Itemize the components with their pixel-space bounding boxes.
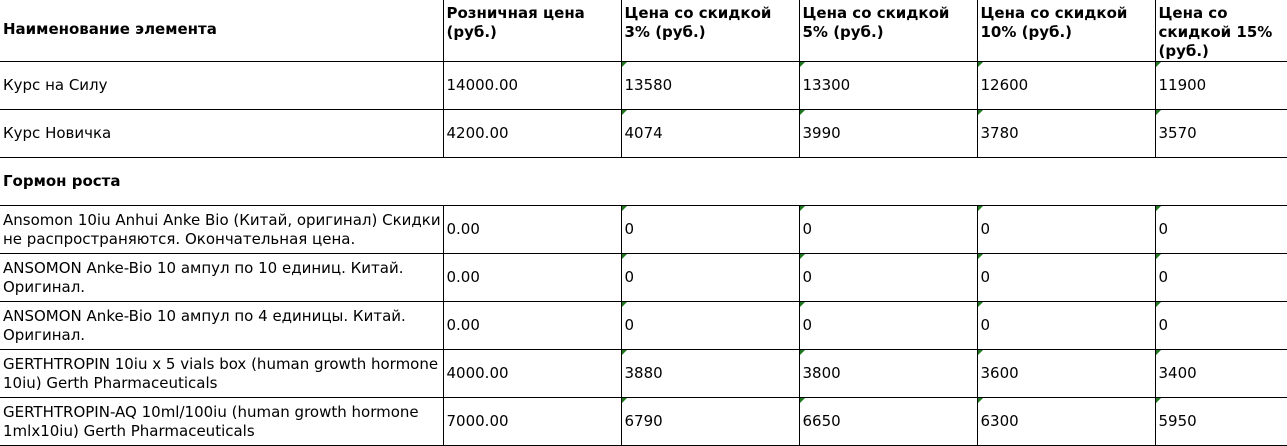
price-10: 0 — [977, 254, 1155, 302]
price-5: 3990 — [799, 110, 977, 158]
retail-price: 4200.00 — [443, 110, 621, 158]
price-3: 0 — [621, 302, 799, 350]
table-row — [0, 398, 1287, 446]
price-10: 6300 — [977, 398, 1155, 446]
price-15: 0 — [1155, 302, 1287, 350]
header-row — [0, 0, 1287, 62]
price-5: 6650 — [799, 398, 977, 446]
header-discount-15: Цена со скидкой 15% (руб.) — [1155, 0, 1287, 62]
price-10: 3600 — [977, 350, 1155, 398]
price-15: 3570 — [1155, 110, 1287, 158]
table-row — [0, 302, 1287, 350]
header-discount-3: Цена со скидкой 3% (руб.) — [621, 0, 799, 62]
retail-price: 7000.00 — [443, 398, 621, 446]
price-3: 6790 — [621, 398, 799, 446]
item-name: ANSOMON Anke-Bio 10 ампул по 4 единицы. Китай. Оригинал. — [0, 302, 443, 350]
price-3: 0 — [621, 206, 799, 254]
section-row — [0, 158, 1287, 206]
retail-price: 14000.00 — [443, 62, 621, 110]
retail-price: 4000.00 — [443, 350, 621, 398]
item-name: ANSOMON Anke-Bio 10 ампул по 10 единиц. Китай. Оригинал. — [0, 254, 443, 302]
header-name: Наименование элемента — [0, 0, 443, 62]
item-name: Ansomon 10iu Anhui Anke Bio (Китай, оригинал) Скидки не распространяются. Окончательная цена. — [0, 206, 443, 254]
price-5: 0 — [799, 302, 977, 350]
table-row — [0, 110, 1287, 158]
price-15: 3400 — [1155, 350, 1287, 398]
item-name: Курс Новичка — [0, 110, 443, 158]
price-5: 0 — [799, 206, 977, 254]
header-discount-10: Цена со скидкой 10% (руб.) — [977, 0, 1155, 62]
price-5: 3800 — [799, 350, 977, 398]
header-retail: Розничная цена (руб.) — [443, 0, 621, 62]
price-10: 0 — [977, 302, 1155, 350]
table-row — [0, 62, 1287, 110]
price-3: 4074 — [621, 110, 799, 158]
price-15: 11900 — [1155, 62, 1287, 110]
price-5: 0 — [799, 254, 977, 302]
table-row — [0, 350, 1287, 398]
retail-price: 0.00 — [443, 302, 621, 350]
price-3: 13580 — [621, 62, 799, 110]
price-3: 3880 — [621, 350, 799, 398]
section-title: Гормон роста — [0, 158, 1287, 206]
item-name: GERTHTROPIN-AQ 10ml/100iu (human growth hormone 1mlx10iu) Gerth Pharmaceuticals — [0, 398, 443, 446]
price-3: 0 — [621, 254, 799, 302]
price-10: 12600 — [977, 62, 1155, 110]
table-row — [0, 254, 1287, 302]
retail-price: 0.00 — [443, 254, 621, 302]
table-row — [0, 206, 1287, 254]
price-15: 5950 — [1155, 398, 1287, 446]
header-discount-5: Цена со скидкой 5% (руб.) — [799, 0, 977, 62]
price-5: 13300 — [799, 62, 977, 110]
price-10: 3780 — [977, 110, 1155, 158]
price-15: 0 — [1155, 206, 1287, 254]
price-15: 0 — [1155, 254, 1287, 302]
retail-price: 0.00 — [443, 206, 621, 254]
price-10: 0 — [977, 206, 1155, 254]
item-name: GERTHTROPIN 10iu x 5 vials box (human growth hormone 10iu) Gerth Pharmaceuticals — [0, 350, 443, 398]
item-name: Курс на Силу — [0, 62, 443, 110]
